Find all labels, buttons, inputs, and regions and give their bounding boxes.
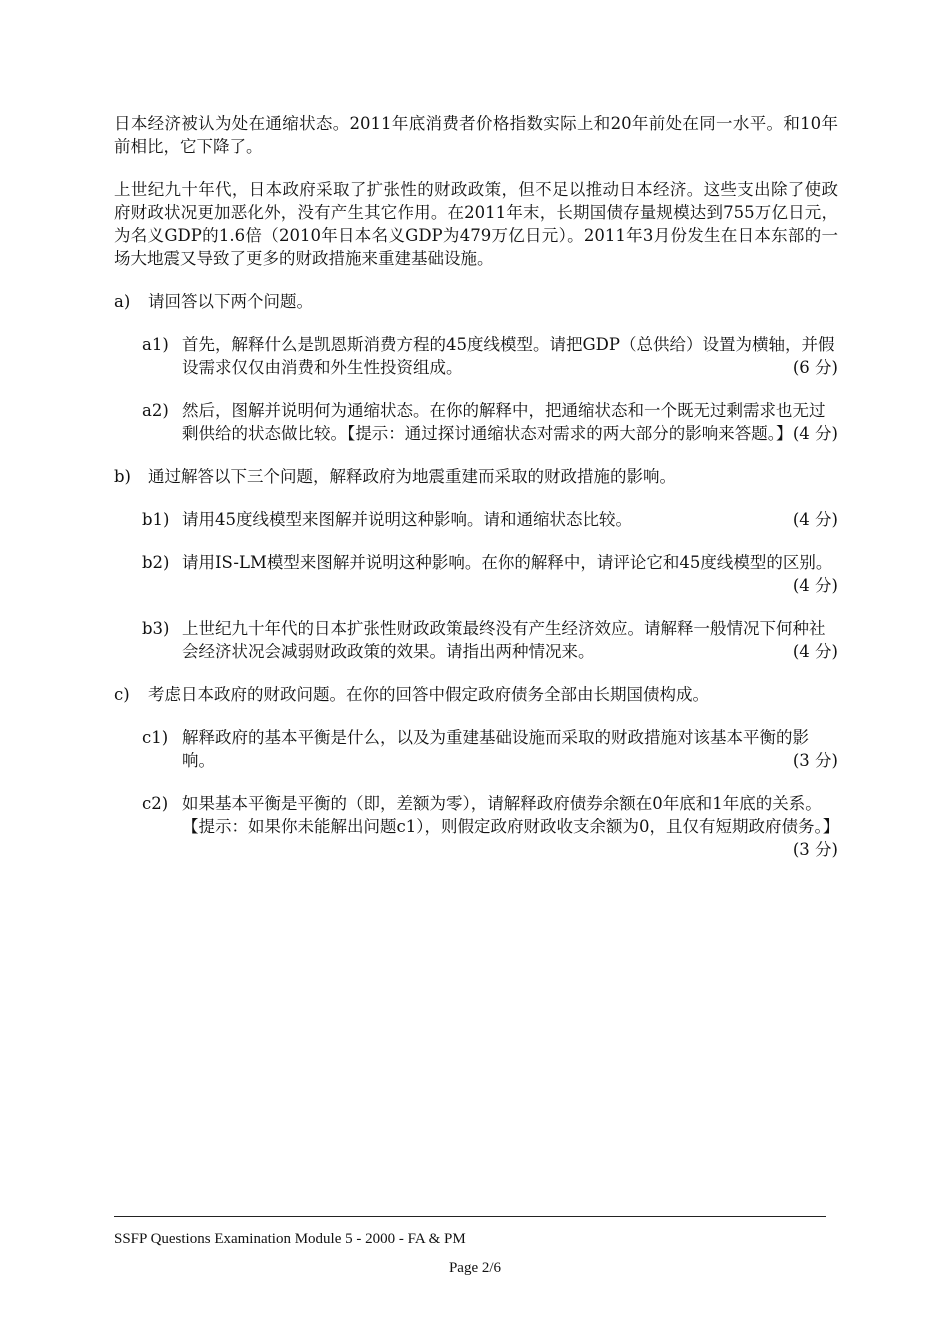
question-label: b2) bbox=[142, 553, 170, 572]
points: (4 分) bbox=[792, 642, 838, 661]
question-c2 bbox=[142, 792, 838, 861]
question-label: c1) bbox=[142, 728, 169, 747]
question-text: 首先，解释什么是凯恩斯消费方程的45度线模型。请把GDP（总供给）设置为横轴，并假设需求仅仅由消费和外生性投资组成。 bbox=[182, 335, 835, 377]
question-text: 解释政府的基本平衡是什么，以及为重建基础设施而采取的财政措施对该基本平衡的影响。 bbox=[182, 728, 809, 770]
question-a2 bbox=[142, 399, 838, 445]
question-label: b) bbox=[114, 467, 131, 486]
question-text: 考虑日本政府的财政问题。在你的回答中假定政府债务全部由长期国债构成。 bbox=[148, 685, 709, 704]
question-c bbox=[114, 683, 838, 706]
intro-paragraph-2: 上世纪九十年代，日本政府采取了扩张性的财政政策，但不足以推动日本经济。这些支出除了使政府财政状况更加恶化外，没有产生其它作用。在2011年末，长期国债存量规模达到755万亿日元，为名义GDP的1.6倍（2010年日本名义GDP为479万亿日元）。2011年3月份发生在日本东部的一场大地震又导致了更多的财政措施来重建基础设施。 bbox=[114, 180, 838, 268]
question-a bbox=[114, 290, 838, 313]
question-text: 上世纪九十年代的日本扩张性财政政策最终没有产生经济效应。请解释一般情况下何种社会经济状况会减弱财政政策的效果。请指出两种情况来。 bbox=[182, 619, 826, 661]
intro-paragraph-1: 日本经济被认为处在通缩状态。2011年底消费者价格指数实际上和20年前处在同一水平。和10年前相比，它下降了。 bbox=[114, 114, 838, 156]
question-b1 bbox=[142, 508, 838, 531]
question-text: 然后，图解并说明何为通缩状态。在你的解释中，把通缩状态和一个既无过剩需求也无过剩供给的状态做比较。【提示：通过探讨通缩状态对需求的两大部分的影响来答题。】 bbox=[182, 401, 826, 443]
footer-divider bbox=[114, 1216, 826, 1217]
question-b3 bbox=[142, 617, 838, 663]
question-label: b1) bbox=[142, 510, 170, 529]
question-c1 bbox=[142, 726, 838, 772]
question-text: 请回答以下两个问题。 bbox=[148, 292, 313, 311]
points: (4 分) bbox=[792, 510, 838, 529]
points: (3 分) bbox=[792, 751, 838, 770]
question-label: c) bbox=[114, 685, 130, 704]
question-text: 请用45度线模型来图解并说明这种影响。请和通缩状态比较。 bbox=[182, 510, 632, 529]
question-b2 bbox=[142, 551, 838, 597]
question-label: a) bbox=[114, 292, 131, 311]
points: (6 分) bbox=[792, 358, 838, 377]
footer-title: SSFP Questions Examination Module 5 - 2000 - FA & PM bbox=[114, 1231, 466, 1247]
question-text: 请用IS-LM模型来图解并说明这种影响。在你的解释中，请评论它和45度线模型的区别。 bbox=[182, 553, 833, 572]
question-label: b3) bbox=[142, 619, 170, 638]
question-text: 通过解答以下三个问题，解释政府为地震重建而采取的财政措施的影响。 bbox=[148, 467, 676, 486]
question-label: a2) bbox=[142, 401, 169, 420]
page-number: Page 2/6 bbox=[448, 1260, 502, 1276]
question-label: c2) bbox=[142, 794, 169, 813]
points: (4 分) bbox=[792, 576, 838, 595]
points: (4 分) bbox=[792, 424, 838, 443]
question-label: a1) bbox=[142, 335, 169, 354]
question-a1 bbox=[142, 333, 838, 379]
points: (3 分) bbox=[792, 840, 838, 859]
document-body bbox=[114, 112, 838, 881]
question-b bbox=[114, 465, 838, 488]
question-text: 如果基本平衡是平衡的（即，差额为零），请解释政府债券余额在0年底和1年底的关系。【提示：如果你未能解出问题c1），则假定政府财政收支余额为0，且仅有短期政府债务。】 bbox=[182, 794, 840, 836]
